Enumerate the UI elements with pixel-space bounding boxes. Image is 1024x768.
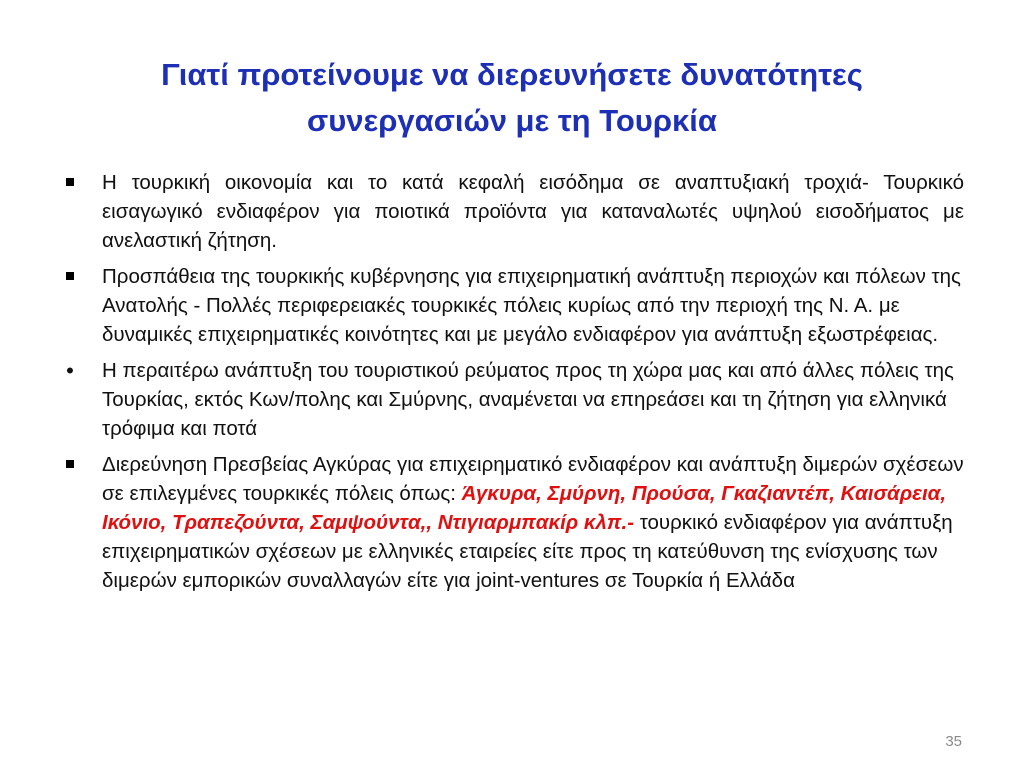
bullet-text-intro: Διερεύνηση Πρεσβείας Αγκύρας για επιχειρηματικό ενδιαφέρον και ανάπτυξη διμερών σχέσεων σε επιλεγμένες τουρκικές πόλεις όπως: — [102, 453, 964, 505]
square-bullet-icon — [66, 272, 74, 280]
bullet-text: Η περαιτέρω ανάπτυξη του τουριστικού ρεύματος προς τη χώρα μας και από άλλες πόλεις της Τουρκίας, εκτός Κων/πολης και Σμύρνης, αναμένεται να επηρεάσει και τη ζήτηση για ελληνικά τρόφιμα και ποτά — [102, 359, 954, 440]
square-bullet-icon — [66, 178, 74, 186]
bullet-item-government-effort — [60, 262, 964, 349]
bullet-text: Η τουρκική οικονομία και το κατά κεφαλή εισόδημα σε αναπτυξιακή τροχιά- Τουρκικό εισαγωγικό ενδιαφέρον για ποιοτικά προϊόντα για καταναλωτές υψηλού εισοδήματος με ανελαστική ζήτηση. — [102, 171, 964, 252]
bullet-item-tourism — [60, 356, 964, 443]
bullet-item-embassy-survey — [60, 450, 964, 595]
bullet-text: Προσπάθεια της τουρκικής κυβέρνησης για επιχειρηματική ανάπτυξη περιοχών και πόλεων της Ανατολής - Πολλές περιφερειακές τουρκικές πόλεις κυρίως από την περιοχή της Ν. Α. με δυναμικές επιχειρηματικές κοινότητες και με μεγάλο ενδιαφέρον για ανάπτυξη εξωστρέφειας. — [102, 265, 961, 346]
bullet-list — [60, 168, 964, 602]
slide-title-line-2: συνεργασιών με τη Τουρκία — [307, 103, 717, 138]
square-bullet-icon — [66, 460, 74, 468]
slide-title — [60, 52, 964, 144]
highlighted-cities: Άγκυρα, Σμύρνη, Προύσα, Γκαζιαντέπ, Καισάρεια, Ικόνιο, Τραπεζούντα, Σαμψούντα,, Ντιγιαρμπακίρ κλπ.- — [102, 482, 947, 534]
page-number: 35 — [945, 733, 962, 750]
round-bullet-icon: • — [66, 358, 74, 383]
bullet-item-economy — [60, 168, 964, 255]
bullet-text-outro: τουρκικό ενδιαφέρον για ανάπτυξη επιχειρηματικών σχέσεων με ελληνικές εταιρείες είτε προς τη κατεύθυνση της ενίσχυσης των διμερών εμπορικών συναλλαγών είτε για joint-ventures σε Τουρκία ή Ελλάδα — [102, 511, 953, 592]
slide-title-line-1: Γιατί προτείνουμε να διερευνήσετε δυνατότητες — [161, 57, 863, 92]
